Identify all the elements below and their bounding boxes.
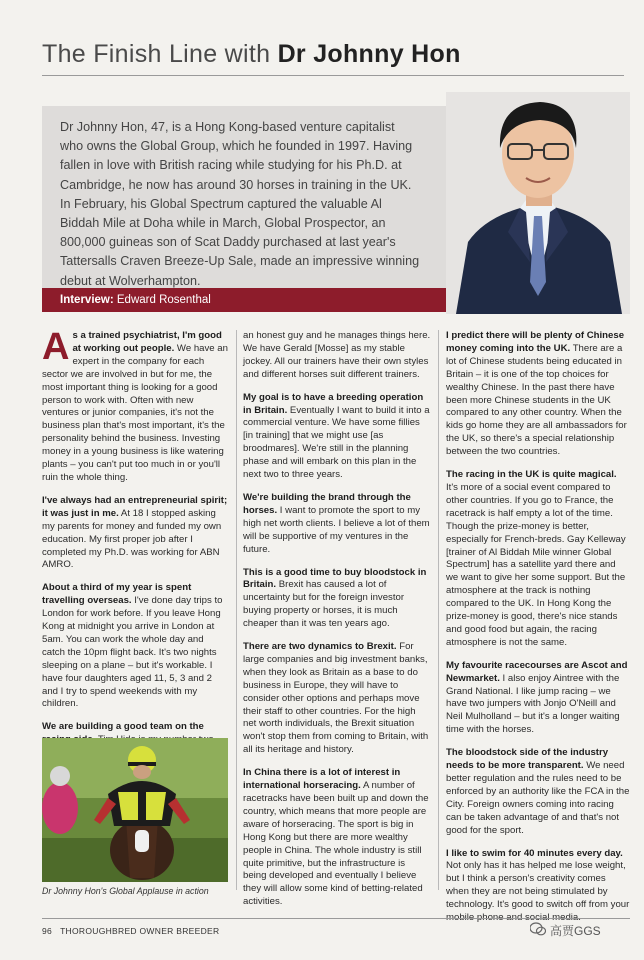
paragraph [446, 330, 630, 459]
column-divider [236, 330, 237, 890]
page-title [42, 40, 642, 69]
paragraph-body: For large companies and big investment banks, when they look as Britain as a base to do business in Europe, they will have to consider other options and perhaps move their staff to other countries. For the high net worth individuals, the Brexit situation won't stop them from coming to Britain, with all its heritage and history. [243, 641, 429, 756]
paragraph-body: Brexit has caused a lot of uncertainty but for the foreign investor buying property or horses, it is much cheaper than it was ten years ago. [243, 579, 405, 630]
footer-divider [42, 918, 630, 919]
interview-bar [42, 288, 446, 312]
column-divider [438, 330, 439, 890]
paragraph [243, 392, 431, 482]
paragraph-lead: s a trained psychiatrist, I'm good at working out people. [72, 330, 222, 354]
paragraph-lead: This is a good time to buy bloodstock in Britain. [243, 566, 427, 591]
paragraph-lead: In China there is a lot of interest in international horseracing. [243, 767, 401, 792]
paragraph-lead: There are two dynamics to Brexit. [243, 641, 397, 653]
paragraph-body: I want to promote the sport to my high net worth clients. I believe a lot of them will be supportive of my ventures in the future. [243, 504, 430, 555]
paragraph-body: It's more of a social event compared to other countries. If you go to France, the racetrack is half empty a lot of the time. Though the prize-money is better, especially for French-breds. Gay Kelleway [trainer of Al Biddah Mile winner Global Spectrum] has a satellite yard there and we want to give her some support. But the atmosphere at the track is nothing compared to the UK. In Hong Kong the prize-money is good, there's nice stands and good food but again, the racing atmosphere is not the same. [446, 481, 626, 648]
paragraph-lead: The racing in the UK is quite magical. [446, 469, 617, 481]
watermark [530, 922, 601, 939]
title-name: Dr Johnny Hon [277, 40, 461, 68]
drop-cap: A [42, 326, 70, 368]
paragraph-body: an honest guy and he manages things here. We have Gerald [Mosse] as my stable jockey. All our trainers have their own styles and different horses suit different trainers. [243, 330, 431, 380]
paragraph-body: Eventually I want to build it into a commercial venture. We have some fillies [in training] that we might use [as broodmares]. We're still in the planning phase and will embark on this plan in the next two to three years. [243, 404, 430, 481]
paragraph-lead: The bloodstock side of the industry needs to be more transparent. [446, 747, 609, 772]
portrait-photo [446, 92, 630, 314]
paragraph [42, 326, 228, 485]
title-divider [42, 75, 624, 76]
watermark-text: 高贾GGS [550, 924, 601, 938]
column-1 [42, 326, 228, 757]
paragraph [243, 330, 431, 382]
paragraph-lead: My favourite racecourses are Ascot and Newmarket. [446, 659, 628, 684]
column-3 [446, 330, 630, 935]
paragraph-lead: We are building a good team on the [42, 721, 204, 733]
intro-text: Dr Johnny Hon, 47, is a Hong Kong-based venture capitalist who owns the Global Group, which he founded in 1997. Having fallen in love with British racing while studying for his Ph.D. at Cambridge, he now has around 30 horses in training in the UK. In February, his Global Spectrum captured the valuable Al Biddah Mile at Doha while in March, Global Prospector, an 800,000 guineas son of Scat Daddy purchased at last year's Tattersalls Craven Breeze-Up Sale, made an impressive winning debut at Wolverhampton. [60, 120, 420, 288]
paragraph-lead: I like to swim for 40 minutes every day. [446, 847, 623, 859]
paragraph-lead: About a third of my year is spent travelling overseas. [42, 582, 192, 607]
paragraph-body: I also enjoy Aintree with the Grand National. I like jump racing – we have two jumpers with Jonjo O'Neill and Neil Mulholland – but it's a longer waiting time with the horses. [446, 672, 620, 736]
interview-label: Interview: [60, 294, 114, 306]
paragraph-lead: I predict there will be plenty of Chinese money coming into the UK. [446, 330, 625, 354]
paragraph [243, 492, 431, 557]
paragraph-body: We have an expert in the company for each sector we are involved in but for me, the most important thing is looking for a good person to work with. Often with new ventures or junior companies, it's not the business plan that's most important, it's the personality behind the business. Investing money in a young business is like watering plants – you can't put too much in or you'll ruin the whole thing. [42, 342, 228, 483]
publication-name: THOROUGHBRED OWNER BREEDER [60, 926, 220, 936]
paragraph-body: I've done day trips to London for work before. If you leave Hong Kong at midnight you arrive in London at 5am. You can work the whole day and catch the 10pm flight back. It's two nights sleeping on a plane – but it's workable. I have four daughters aged 11, 5, 3 and 2 and I try to spend weekends with my children. [42, 595, 223, 710]
page-footer [42, 926, 219, 936]
paragraph [446, 469, 630, 650]
paragraph-body: Not only has it has helped me lose weight, but I think a person's creativity comes when they are not being stimulated by technology. It's good to switch off from your [446, 860, 630, 911]
column-2 [243, 330, 431, 919]
paragraph-lead: My goal is to have a breeding operation in Britain. [243, 391, 424, 416]
paragraph [446, 747, 630, 837]
paragraph-body: At 18 I stopped asking my parents for money and funded my own education. My first proper job after I completed my Ph.D. was working for ABN AMRO. [42, 507, 222, 571]
paragraph-body: There are a lot of Chinese students being educated in Britain – it is one of the top choices for wealthy Chinese. In the past there have been more Chinese students in the UK compared to any other country. When the kids go home they are all ambassadors for the UK, so there's a special relationship between the two countries. [446, 342, 627, 458]
paragraph-lead: We're building the brand through the horses. [243, 491, 411, 516]
paragraph [446, 848, 630, 925]
paragraph [42, 582, 228, 711]
interviewer-name: Edward Rosenthal [113, 294, 211, 306]
paragraph [243, 767, 431, 909]
page-number: 96 [42, 926, 53, 936]
paragraph [243, 641, 431, 757]
paragraph-lead: I've always had an entrepreneurial spirit; it was just in me. [42, 494, 228, 519]
photo-caption: Dr Johnny Hon's Global Applause in action [42, 886, 209, 896]
paragraph [243, 567, 431, 632]
paragraph-body: A number of racetracks have been built up and down the country, which means that more people are aware of horseracing. The sport is big in Hong Kong but there are more wealthy people in China. The whole industry is still quite primitive, but the infrastructure is being developed and eventually I believe they will allow some kind of betting-related activities. [243, 780, 429, 908]
paragraph [446, 660, 630, 737]
paragraph-body: We need better regulation and the rules need to be enforced by an authority like the FCA in the City. Foreign owners coming into racing can be taken advantage of and that's not good for the sport. [446, 760, 630, 836]
paragraph [42, 495, 228, 572]
racing-photo [42, 738, 228, 882]
wechat-icon [530, 922, 546, 939]
title-light: The Finish Line with [42, 40, 278, 68]
